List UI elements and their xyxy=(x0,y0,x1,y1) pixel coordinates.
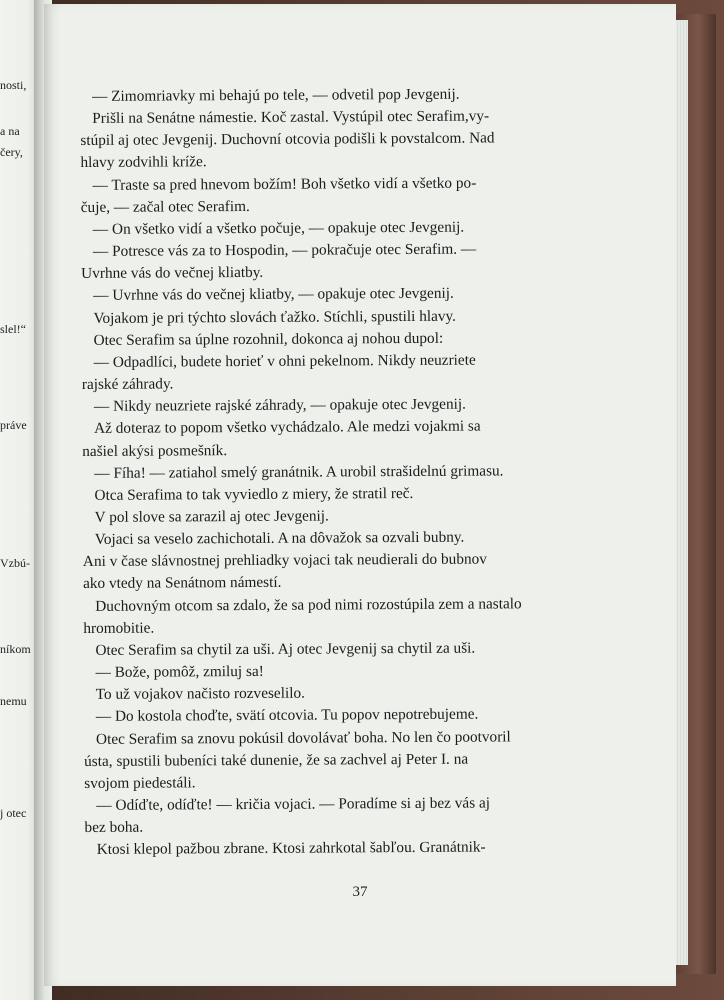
text-line: bez boha. xyxy=(84,818,144,837)
text-line: stúpil aj otec Jevgenij. Duchovní otcovia podišli k povstalcom. Nad xyxy=(80,129,495,150)
text-line: svojom piedestáli. xyxy=(84,774,196,792)
left-page-fragment: slel!“ xyxy=(0,322,26,336)
text-line: Otec Serafim sa chytil za uši. Aj otec Jevgenij sa chytil za uši. xyxy=(95,639,476,659)
text-line: — Traste sa pred hnevom božím! Boh všetko vidí a všetko po- xyxy=(92,174,477,194)
text-line: — Odíďte, odíďte! — kričia vojaci. — Poradíme si aj bez vás aj xyxy=(96,794,491,814)
text-line: Otca Serafima to tak vyviedlo z miery, že stratil reč. xyxy=(94,484,414,504)
text-line: — Odpadlíci, budete horieť v ohni pekelnom. Nikdy neuzriete xyxy=(93,351,476,371)
text-line: — Fíha! — zatiahol smelý granátnik. A urobil strašidelnú grimasu. xyxy=(94,462,504,482)
text-line: Vojakom je pri týchto slovách ťažko. Stíchli, spustili hlavy. xyxy=(93,307,457,327)
text-line: Až doteraz to popom všetko vychádzalo. Ale medzi vojakmi sa xyxy=(94,417,481,438)
text-line: — Potresce vás za to Hospodin, — pokračuje otec Serafim. — xyxy=(92,240,477,261)
left-page-fragment: níkom xyxy=(0,642,31,656)
text-line: Ktosi klepol pažbou zbrane. Ktosi zahrkotal šabľou. Granátnik- xyxy=(96,838,486,859)
left-page-fragment: Vzbú- xyxy=(0,556,30,570)
text-line: ako vtedy na Senátnom námestí. xyxy=(82,574,282,593)
text-line: Otec Serafim sa znovu pokúsil dovolávať boha. No len čo pootvoril xyxy=(95,727,511,748)
text-line: — Do kostola choďte, svätí otcovia. Tu popov nepotrebujeme. xyxy=(95,705,479,726)
text-line: hromobitie. xyxy=(83,619,155,637)
body-text xyxy=(80,83,633,862)
text-line: Vojaci sa veselo zachichotali. A na dôvažok sa ozvali bubny. xyxy=(94,528,465,549)
text-line: Uvrhne vás do večnej kliatby. xyxy=(81,264,264,283)
text-line: našiel akýsi posmešník. xyxy=(82,441,228,460)
text-line: V pol slove sa zarazil aj otec Jevgenij. xyxy=(94,507,329,526)
book-page xyxy=(44,4,676,986)
left-page-fragment: nemu xyxy=(0,694,27,708)
text-line: — On všetko vidí a všetko počuje, — opakuje otec Jevgenij. xyxy=(92,218,465,238)
left-page-fragment: čery, xyxy=(0,145,23,159)
left-page-fragment: j otec xyxy=(0,806,27,820)
text-line: — Nikdy neuzriete rajské záhrady, — opakuje otec Jevgenij. xyxy=(93,395,466,416)
text-line: ústa, spustili bubeníci také dunenie, že sa zachvel aj Peter I. na xyxy=(84,750,469,770)
left-page-fragment: a na xyxy=(0,124,20,138)
text-line: Duchovným otcom sa zdalo, že sa pod nimi rozostúpila zem a nastalo xyxy=(95,594,522,615)
text-line: Prišli na Senátne námestie. Koč zastal. Vystúpil otec Serafim,vy- xyxy=(92,107,490,128)
left-page-fragment: nosti, xyxy=(0,78,27,92)
page-number: 37 xyxy=(352,884,368,900)
text-line: hlavy zodvihli kríže. xyxy=(80,153,207,172)
text-line: — Zimomriavky mi behajú po tele, — odvetil pop Jevgenij. xyxy=(92,85,460,105)
text-line: To už vojakov načisto rozveselilo. xyxy=(95,684,305,704)
text-line: Ani v čase slávnostnej prehliadky vojaci tak neudierali do bubnov xyxy=(82,550,487,571)
text-line: Otec Serafim sa úplne rozohnil, dokonca aj nohou dupol: xyxy=(93,329,444,349)
text-line: rajské záhrady. xyxy=(81,375,174,394)
text-line: — Uvrhne vás do večnej kliatby, — opakuje otec Jevgenij. xyxy=(93,285,454,305)
text-line: čuje, — začal otec Serafim. xyxy=(80,197,250,216)
left-page-fragment: práve xyxy=(0,418,27,432)
text-line: — Bože, pomôž, zmiluj sa! xyxy=(95,662,264,681)
